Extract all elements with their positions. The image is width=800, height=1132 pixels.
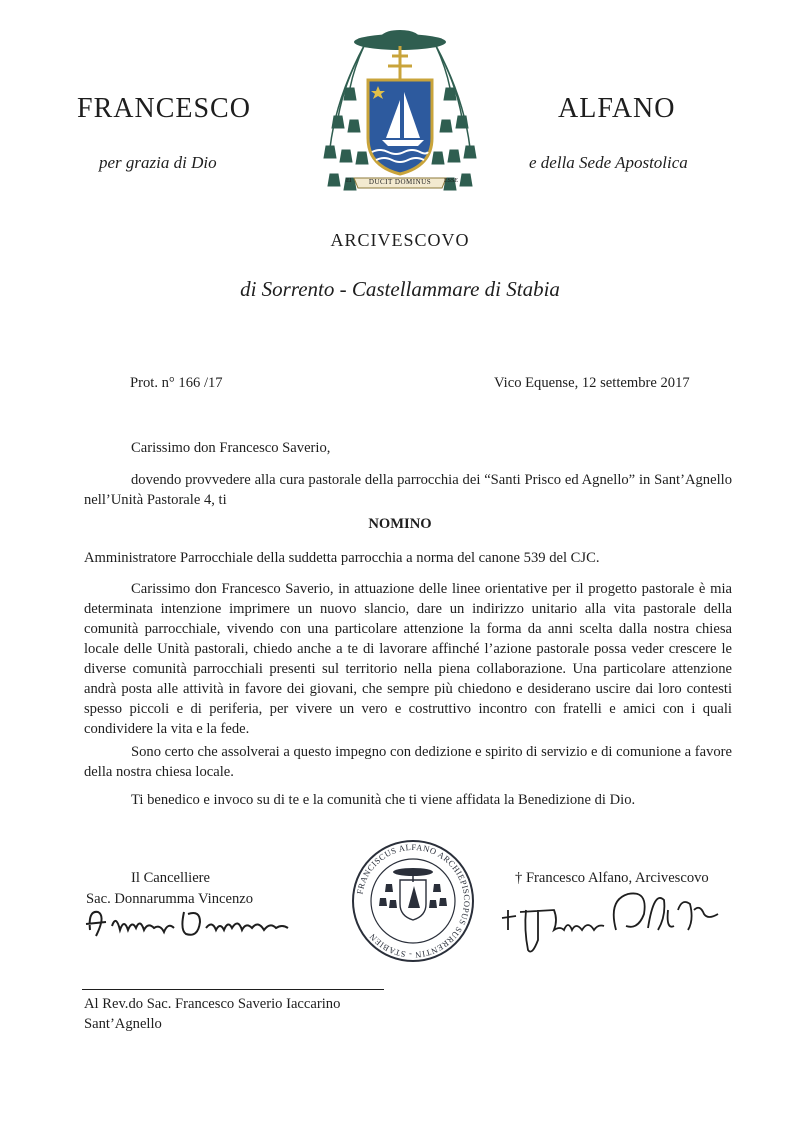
archbishop-signature (498, 880, 728, 960)
coat-of-arms-letters-left: EI (346, 178, 352, 184)
recipient-divider (82, 989, 384, 990)
seal-text: FRANCISCUS ALFANO ARCHIEPISCOPUS SURRENTIN - STABIEN (354, 841, 473, 961)
recipient-line-1: Al Rev.do Sac. Francesco Saverio Iaccarino (84, 996, 341, 1012)
header-title: ARCIVESCOVO (330, 230, 470, 250)
place-date: Vico Equense, 12 settembre 2017 (494, 375, 690, 391)
appointment-heading: NOMINO (368, 516, 432, 532)
paragraph-2: Sono certo che assolverai a questo impegno con dedizione e spirito di servizio e di comunione a favore della nostra chiesa locale. (84, 744, 732, 780)
header-diocese: di Sorrento - Castellammare di Stabia (240, 277, 560, 301)
header-name-right: ALFANO (558, 93, 676, 124)
coat-of-arms-motto: DUCIT DOMINUS (368, 178, 432, 186)
coat-of-arms-icon (320, 28, 480, 200)
chancellor-signature (82, 900, 292, 945)
coat-of-arms-letters-right: ESSE (444, 178, 459, 184)
header-subtitle-right: e della Sede Apostolica (529, 153, 688, 172)
header-subtitle-left: per grazia di Dio (99, 153, 217, 172)
paragraph-3: Ti benedico e invoco su di te e la comunità che ti viene affidata la Benedizione di Dio. (131, 792, 636, 808)
salutation: Carissimo don Francesco Saverio, (131, 440, 331, 456)
chancellor-name: Sac. Donnarumma Vincenzo (86, 891, 254, 907)
header-name-left: FRANCESCO (77, 93, 251, 124)
recipient-line-2: Sant’Agnello (84, 1016, 162, 1032)
chancellor-title: Il Cancelliere (131, 870, 211, 886)
archbishop-signature-line: † Francesco Alfano, Arcivescovo (515, 870, 709, 886)
appointment-text: Amministratore Parrocchiale della suddetta parrocchia a norma del canone 539 del CJC. (84, 550, 600, 566)
archbishop-seal-icon (350, 838, 476, 964)
paragraph-1: Carissimo don Francesco Saverio, in attuazione delle linee orientative per il progetto pastorale è mia determinata intenzione imprimere un nuovo slancio, dare un indirizzo unitario alla vita pastorale della comunità parrocchiale, vivendo con una particolare attenzione la forma da anni scelta dalla nostra chiesa locale delle Unità pastorali, chiedo anche a te di lavorare affinché l’azione pastorale possa veder crescere le diverse comunità parrocchiali presenti sul territorio nella piena collaborazione. Una particolare attenzione andrà posta alle attività in favore dei giovani, che sempre più chiedono e desiderano uscire dai loro contesti spesso piccoli e di periferia, per vivere un vero e costruttivo incontro con fratelli e amici con i quali condividere la vita e la fede. (84, 581, 732, 737)
protocol-number: Prot. n° 166 /17 (130, 375, 223, 391)
intro-paragraph: dovendo provvedere alla cura pastorale della parrocchia dei “Santi Prisco ed Agnello” in Sant’Agnello nell’Unità Pastorale 4, ti (84, 472, 732, 508)
